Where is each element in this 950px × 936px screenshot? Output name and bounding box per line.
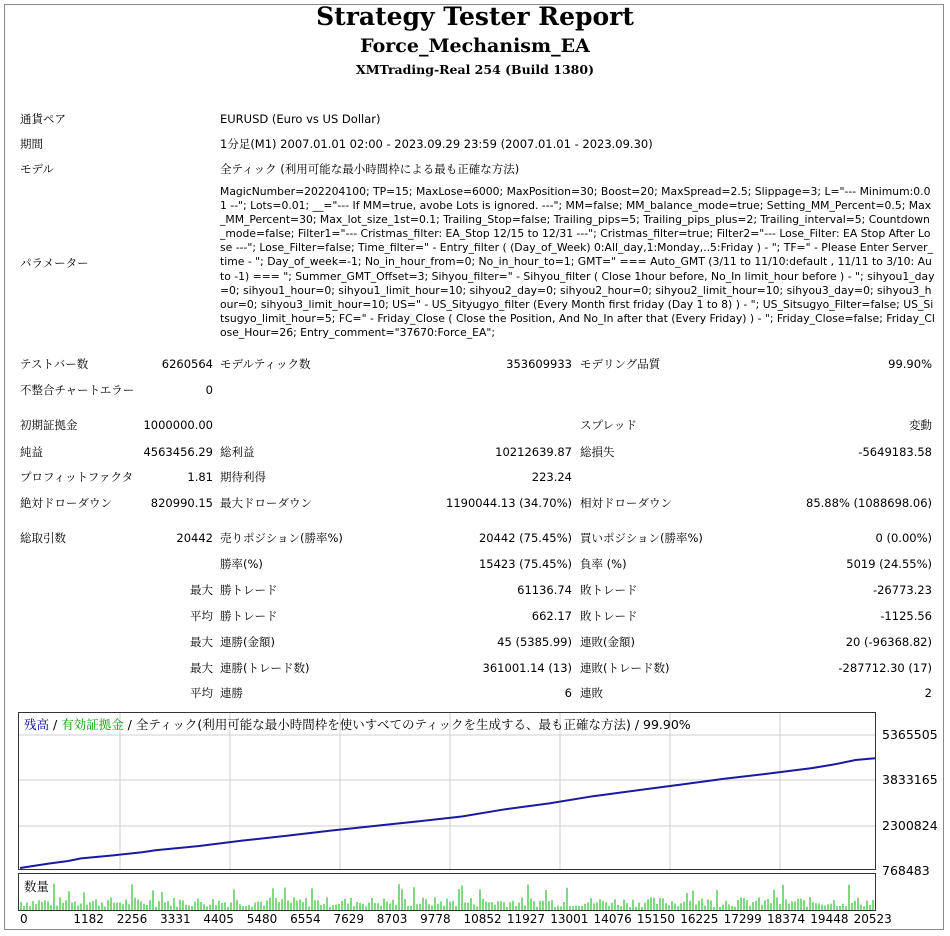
x-tick-label: 18374	[766, 912, 806, 926]
gross-profit-label: 総利益	[220, 445, 255, 459]
symbol-label: 通貨ペア	[20, 112, 66, 126]
y-tick-label: 768483	[882, 863, 930, 878]
avg-loss-value: -1125.56	[880, 609, 932, 623]
spread-label: スプレッド	[580, 418, 637, 432]
cons-loss-amt-value: 20 (-96368.82)	[845, 635, 932, 649]
legend-balance: 残高	[24, 717, 50, 732]
average-label: 平均	[190, 609, 213, 623]
long-positions-value: 0 (0.00%)	[875, 531, 932, 545]
x-tick-label: 11927	[506, 912, 546, 926]
chart-legend	[24, 715, 691, 733]
loss-rate-label: 負率 (%)	[580, 557, 627, 571]
ea-name: Force_Mechanism_EA	[360, 35, 590, 57]
expected-payoff-label: 期待利得	[220, 470, 266, 484]
x-tick-label: 8703	[376, 912, 408, 926]
avg-cons-loss-label: 連敗	[580, 686, 603, 700]
x-tick-label: 1182	[73, 912, 104, 926]
x-tick-label: 13001	[550, 912, 589, 926]
x-tick-label: 2256	[116, 912, 148, 926]
max-cons-cnt-label: 最大	[190, 661, 213, 675]
quality-value: 99.90%	[888, 357, 932, 371]
net-profit-label: 純益	[20, 445, 43, 459]
cons-win-amt-label: 連勝(金額)	[220, 635, 275, 649]
profit-factor-value: 1.81	[187, 470, 213, 484]
ticks-label: モデルティック数	[220, 357, 311, 371]
largest-win-label: 勝トレード	[220, 583, 278, 597]
cons-win-cnt-value: 361001.14 (13)	[482, 661, 572, 675]
bars-value: 6260564	[161, 357, 213, 371]
y-tick-label: 3833165	[882, 772, 938, 787]
rel-drawdown-value: 85.88% (1088698.06)	[806, 496, 932, 510]
win-rate-value: 15423 (75.45%)	[478, 557, 572, 571]
avg-cons-loss-value: 2	[924, 686, 932, 700]
short-positions-label: 売りポジション(勝率%)	[220, 531, 343, 545]
quality-label: モデリング品質	[580, 357, 661, 371]
avg-cons-label: 平均	[190, 686, 213, 700]
y-tick-label: 2300824	[882, 818, 938, 833]
x-tick-label: 0	[20, 912, 28, 926]
deposit-value: 1000000.00	[143, 418, 213, 432]
x-tick-label: 3331	[160, 912, 191, 926]
net-profit-value: 4563456.29	[143, 445, 213, 459]
largest-loss-label: 敗トレード	[580, 583, 638, 597]
x-tick-label: 17299	[723, 912, 762, 926]
x-tick-label: 15150	[636, 912, 676, 926]
legend-equity: 有効証拠金	[61, 717, 124, 732]
legend-model: / 全ティック(利用可能な最小時間枠を使いすべてのティックを生成する、最も正確な方法) / 99.90%	[123, 717, 691, 732]
win-rate-label: 勝率(%)	[220, 557, 263, 571]
model-value: 全ティック (利用可能な最小時間枠による最も正確な方法)	[220, 162, 520, 176]
spread-value: 変動	[909, 418, 932, 432]
avg-loss-label: 敗トレード	[580, 609, 638, 623]
x-tick-label: 20523	[853, 912, 892, 926]
rel-drawdown-label: 相対ドローダウン	[580, 496, 672, 510]
period-label: 期間	[20, 137, 43, 151]
total-trades-label: 総取引数	[20, 531, 66, 545]
y-tick-label: 5365505	[882, 727, 938, 742]
x-tick-label: 9778	[420, 912, 451, 926]
mismatch-value: 0	[205, 383, 213, 397]
bars-label: テストバー数	[20, 357, 89, 371]
cons-win-amt-value: 45 (5385.99)	[497, 635, 572, 649]
x-tick-label: 4405	[203, 912, 234, 926]
params-label: パラメーター	[20, 256, 89, 270]
deposit-label: 初期証拠金	[20, 418, 78, 432]
largest-loss-value: -26773.23	[872, 583, 932, 597]
avg-cons-win-value: 6	[564, 686, 572, 700]
x-tick-label: 10852	[463, 912, 502, 926]
x-tick-label: 7629	[333, 912, 364, 926]
cons-loss-cnt-label: 連敗(トレード数)	[580, 661, 670, 675]
ticks-value: 353609933	[506, 357, 572, 371]
report-title: Strategy Tester Report	[316, 2, 634, 31]
max-drawdown-value: 1190044.13 (34.70%)	[446, 496, 572, 510]
symbol-value: EURUSD (Euro vs US Dollar)	[220, 112, 381, 126]
cons-loss-cnt-value: -287712.30 (17)	[838, 661, 932, 675]
cons-win-cnt-label: 連勝(トレード数)	[220, 661, 310, 675]
period-value: 1分足(M1) 2007.01.01 02:00 - 2023.09.29 23:59 (2007.01.01 - 2023.09.30)	[220, 137, 653, 151]
gross-profit-value: 10212639.87	[495, 445, 572, 459]
x-tick-label: 6554	[290, 912, 321, 926]
total-trades-value: 20442	[176, 531, 213, 545]
expected-payoff-value: 223.24	[531, 470, 572, 484]
long-positions-label: 買いポジション(勝率%)	[580, 531, 703, 545]
avg-cons-win-label: 連勝	[220, 686, 243, 700]
mismatch-label: 不整合チャートエラー	[20, 383, 135, 397]
largest-win-value: 61136.74	[517, 583, 572, 597]
abs-drawdown-label: 絶対ドローダウン	[20, 496, 112, 510]
server-info: XMTrading-Real 254 (Build 1380)	[356, 62, 594, 77]
x-tick-label: 14076	[593, 912, 632, 926]
x-tick-label: 5480	[246, 912, 278, 926]
loss-rate-value: 5019 (24.55%)	[846, 557, 932, 571]
max-cons-amt-label: 最大	[190, 635, 213, 649]
short-positions-value: 20442 (75.45%)	[478, 531, 572, 545]
abs-drawdown-value: 820990.15	[150, 496, 213, 510]
volume-label: 数量	[24, 879, 50, 894]
profit-factor-label: プロフィットファクタ	[20, 470, 134, 484]
gross-loss-label: 総損失	[580, 445, 615, 459]
legend-sep: /	[49, 717, 62, 732]
x-tick-label: 19448	[810, 912, 849, 926]
cons-loss-amt-label: 連敗(金額)	[580, 635, 635, 649]
max-drawdown-label: 最大ドローダウン	[220, 496, 312, 510]
avg-win-value: 662.17	[531, 609, 572, 623]
largest-label: 最大	[190, 583, 213, 597]
balance-line	[20, 758, 875, 868]
gross-loss-value: -5649183.58	[858, 445, 932, 459]
params-value: MagicNumber=202204100; TP=15; MaxLose=6000; MaxPosition=30; Boost=20; MaxSpread=2.5; Slippage=3; L="--- Minimum:0.01 --"; Lots=0.01; __="--- If MM=true, avobe Lots is ignored. ---"; MM=false; MM_balance_mode=true; Setting_MM_Percent=0.5; Max_MM_Percent=30; Max_lot_size_1st=0.1; Trailing_Stop=false; Trailing_pips=5; Trailing_pips_plus=2; Trailing_interval=5; Countdown_mode=false; Filter1="--- Cristmas_filter: EA_Stop 12/15 to 12/31 ---"; Cristmas_filter=true; Filter2="--- Lose_Filter: EA Stop After Lose ---"; Lose_Filter=false; Time_filter=" - Entry_filter ( (Day_of_Week) 0:All_day,1:Monday,..5:Friday ) - "; TF=" - Please Enter Server_time - "; Day_of_week=-1; No_in_hour_from=0; No_in_hour_to=1; GMT=" === Auto_GMT (3/11 to 11/10:default , 11/11 to 3/10: Auto -1) === "; Summer_GMT_Offset=3; Sihyou_filter=" - Sihyou_filter ( Close 1hour before, No_In limit_hour before ) - "; sihyou1_day=0; sihyou1_hour=0; sihyou1_limit_hour=10; sihyou2_day=0; sihyou2_hour=0; sihyou2_limit_hour=10; sihyou3_day=0; sihyou3_hour=0; sihyou3_limit_hour=10; US=" - US_Sityugyo_filter (Every Month first friday (Day 1 to 8) ) - "; US_Sitsugyo_Filter=false; US_Sitsugyo_limit_hour=5; FC=" - Friday_Close ( Close the Position, And No_In after that (Every Friday) ) - "; Friday_Close=false; Friday_Close_Hour=26; Entry_comment="37670:Force_EA";	[220, 185, 935, 339]
avg-win-label: 勝トレード	[220, 609, 278, 623]
x-tick-label: 16225	[680, 912, 719, 926]
model-label: モデル	[20, 162, 54, 176]
